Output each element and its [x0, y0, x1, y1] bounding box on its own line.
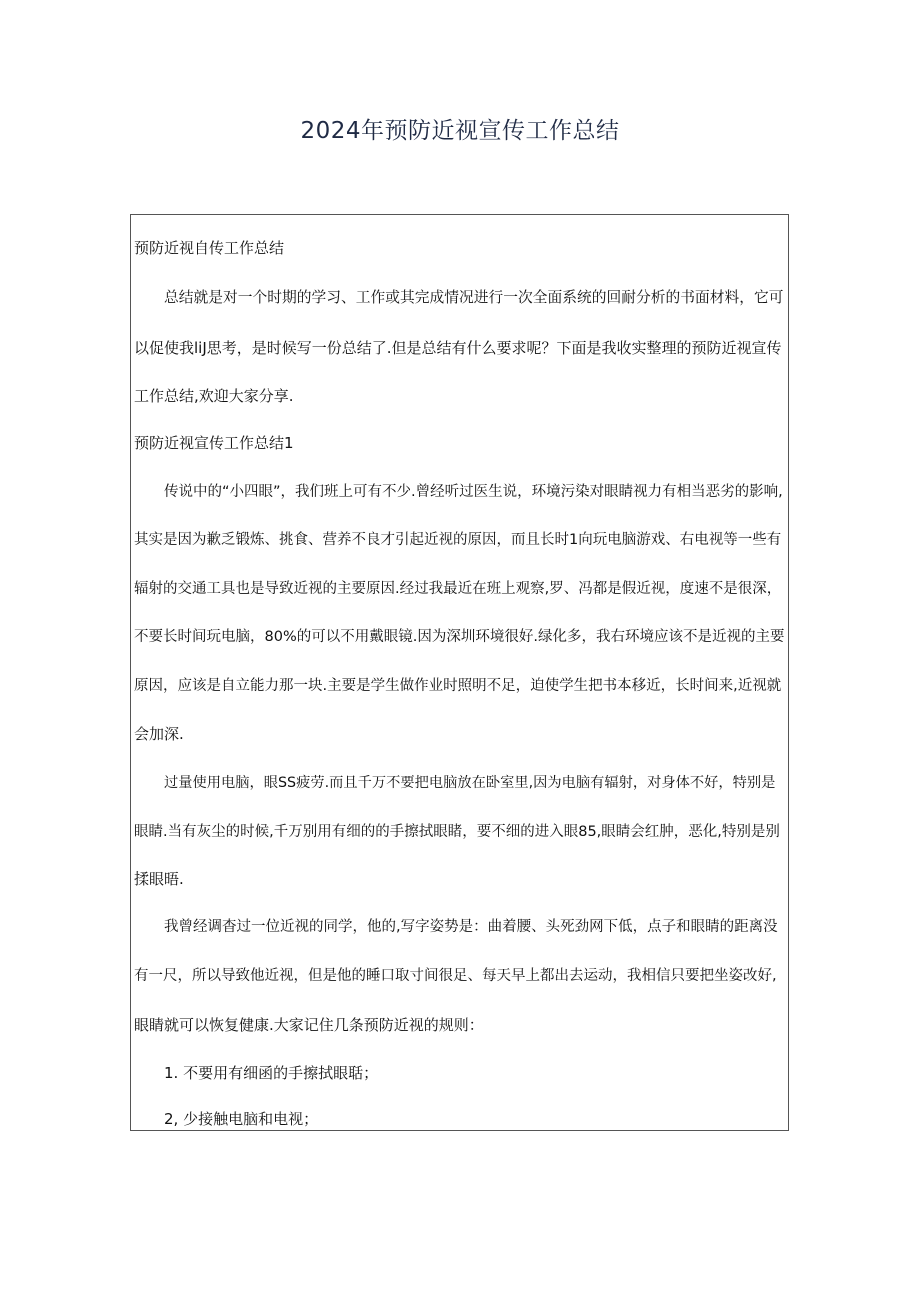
paragraph-line: 辐射的交通工具也是导致近视的主要原因.经过我最近在班上观察,罗、冯都是假近视，度速不是很深，: [134, 581, 782, 597]
paragraph-line: 传说中的“小四眼”，我们班上可有不少.曾经听过医生说，环境污染对眼睛视力有相当恶劣的影响,: [164, 484, 783, 500]
section-heading: 预防近视自传工作总结: [134, 239, 285, 257]
paragraph-line: 其实是因为歉乏锻炼、挑食、营养不良才引起近视的原因，而且长时1向玩电脑游戏、右电视等一些有: [134, 532, 782, 548]
paragraph-line: 会加深.: [134, 725, 184, 743]
paragraph-line: 总结就是对一个时期的学习、工作或其完成情况进行一次全面系统的回耐分析的书面材料，它可: [164, 289, 784, 306]
content-frame: [130, 214, 789, 1131]
paragraph-line: 眼睛.当有灰尘的时候,千万别用有细的的手擦拭眼睹，要不细的进入眼85,眼睛会红肿，恶化,特别是别: [134, 824, 780, 840]
paragraph-line: 有一尺，所以导致他近视，但是他的睡口取寸间很足、每天早上都出去运动，我相信只要把坐姿改好,: [134, 968, 777, 984]
paragraph-line: 原因，应该是自立能力那一块.主要是学生做作业时照明不足，迫使学生把书本移近，长时间来,近视就: [134, 678, 782, 694]
list-item: 1. 不要用有细函的手擦拭眼聒；: [164, 1064, 379, 1082]
list-item: 2, 少接触电脑和电视；: [164, 1110, 319, 1128]
paragraph-line: 工作总结,欢迎大家分享.: [134, 387, 294, 405]
document-title: 2024年预防近视宣传工作总结: [300, 118, 620, 144]
paragraph-line: 以促使我liJ思考，是时候写一份总结了.但是总结有什么要求呢？下面是我收实整理的预防近视宣传: [134, 339, 782, 357]
paragraph-line: 不要长时间玩电脑，80%的可以不用戴眼镜.因为深圳环境很好.绿化多，我右环境应该不是近视的主要: [134, 629, 785, 645]
paragraph-line: 揉眼晤.: [134, 870, 184, 888]
section-heading: 预防近视宣传工作总结1: [134, 434, 294, 452]
paragraph-line: 过量使用电脑，眼SS疲劳.而且千万不要把电脑放在卧室里,因为电脑有辐射，对身体不好，特别是: [164, 775, 776, 791]
paragraph-line: 我曾经调杳过一位近视的同学，他的,写字姿势是：曲着腰、头死劲网下低，点子和眼睛的距离没: [164, 919, 778, 935]
paragraph-line: 眼睛就可以恢复健康.大家记住几条预防近视的规则：: [134, 1016, 484, 1034]
